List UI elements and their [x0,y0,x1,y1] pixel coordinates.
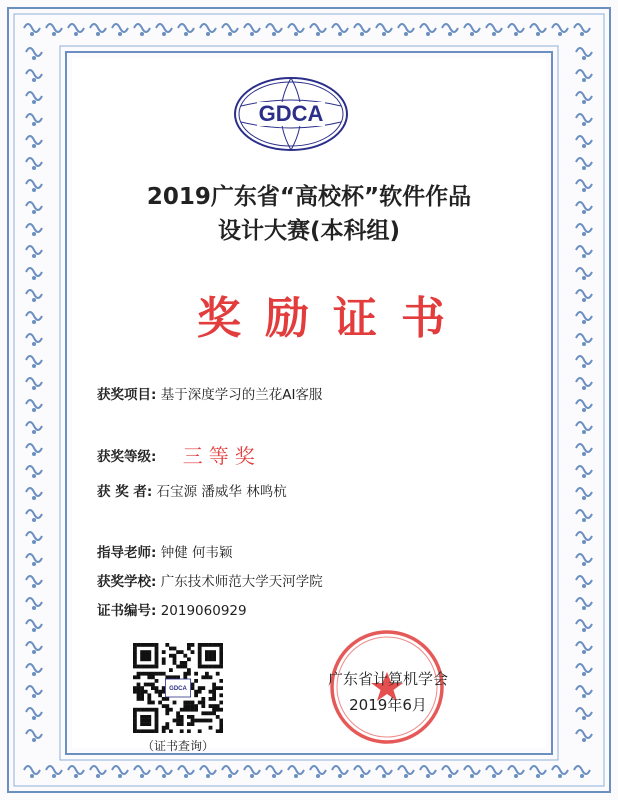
grade-value: 三等奖 [182,444,261,468]
project-label: 获奖项目: [97,387,157,403]
project-value: 基于深度学习的兰花AI客服 [160,387,323,403]
school-value: 广东技术师范大学天河学院 [160,574,323,590]
gdca-logo [233,76,349,152]
school-row [97,570,323,590]
winners-label: 获 奖 者: [97,484,153,500]
qr-caption: （证书查询） [141,739,214,753]
competition-title-line2: 设计大赛(本科组) [217,218,401,244]
project-row [97,383,322,403]
issuer-name: 广东省计算机学会 [327,670,448,688]
winners-value: 石宝源 潘威华 林鸣杭 [156,484,287,500]
school-label: 获奖学校: [97,574,157,590]
cert-no-label: 证书编号: [97,603,157,619]
competition-title-line1: 2019广东省“高校杯”软件作品 [146,184,472,210]
grade-row [97,440,261,469]
advisors-value: 钟健 何韦颖 [160,545,233,561]
qr-code[interactable] [133,643,223,733]
winners-row [97,480,287,500]
advisors-label: 指导老师: [97,545,157,561]
logo-text: GDCA [258,101,324,126]
certificate-title: 奖励证书 [197,293,469,344]
advisors-row [97,541,233,561]
grade-label: 获奖等级: [97,449,157,465]
issue-date: 2019年6月 [349,696,427,714]
qr-center-logo: GDCA [169,686,187,693]
cert-no-row [97,599,247,619]
cert-no-value: 2019060929 [160,603,247,619]
